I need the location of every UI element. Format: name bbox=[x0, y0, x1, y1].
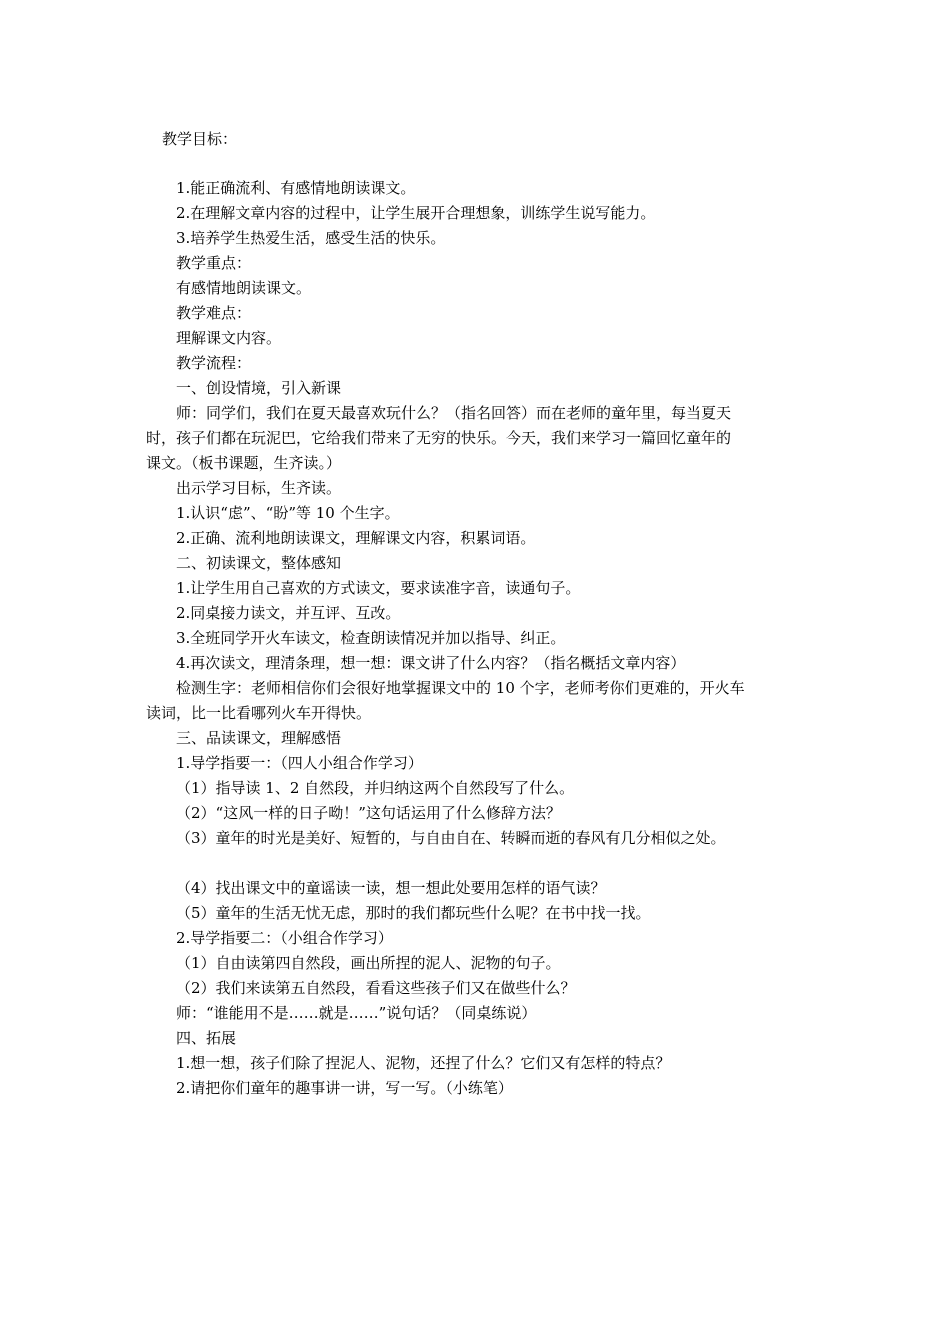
paragraph-line: 出示学习目标，生齐读。 bbox=[176, 479, 342, 497]
list-item: 2.请把你们童年的趣事讲一讲，写一写。（小练笔） bbox=[176, 1079, 513, 1097]
sub-item: （2）“这风一样的日子呦！”这句话运用了什么修辞方法？ bbox=[176, 804, 561, 822]
paragraph-line: 师：“谁能用不是……就是……”说句话？（同桌练说） bbox=[176, 1004, 537, 1022]
list-item: 1.认识“虑”、“盼”等 10 个生字。 bbox=[176, 504, 400, 522]
sub-item: （1）指导读 1、2 自然段，并归纳这两个自然段写了什么。 bbox=[176, 779, 575, 797]
list-item: 1.想一想，孩子们除了捏泥人、泥物，还捏了什么？它们又有怎样的特点？ bbox=[176, 1054, 671, 1072]
section-4-heading: 四、拓展 bbox=[176, 1029, 237, 1047]
list-item: 2.导学指要二：（小组合作学习） bbox=[176, 929, 393, 947]
sub-item: （5）童年的生活无忧无虑，那时的我们都玩些什么呢？在书中找一找。 bbox=[176, 904, 651, 922]
section-2-heading: 二、初读课文，整体感知 bbox=[176, 554, 342, 572]
section-3-heading: 三、品读课文，理解感悟 bbox=[176, 729, 342, 747]
key-points-text: 有感情地朗读课文。 bbox=[176, 279, 312, 297]
sub-item: （2）我们来读第五自然段，看看这些孩子们又在做些什么？ bbox=[176, 979, 576, 997]
heading-difficulties: 教学难点： bbox=[176, 304, 252, 322]
paragraph-line: 检测生字：老师相信你们会很好地掌握课文中的 10 个字，老师考你们更难的，开火车 bbox=[176, 679, 745, 697]
list-item: 3.全班同学开火车读文，检查朗读情况并加以指导、纠正。 bbox=[176, 629, 566, 647]
list-item: 1.导学指要一：（四人小组合作学习） bbox=[176, 754, 423, 772]
list-item: 4.再次读文，理清条理，想一想：课文讲了什么内容？（指名概括文章内容） bbox=[176, 654, 686, 672]
goal-1: 1.能正确流利、有感情地朗读课文。 bbox=[176, 179, 416, 197]
sub-item: （1）自由读第四自然段，画出所捏的泥人、泥物的句子。 bbox=[176, 954, 561, 972]
difficulties-text: 理解课文内容。 bbox=[176, 329, 282, 347]
goal-3: 3.培养学生热爱生活，感受生活的快乐。 bbox=[176, 229, 446, 247]
paragraph-line: 读词，比一比看哪列火车开得快。 bbox=[146, 704, 372, 722]
paragraph-line: 课文。（板书课题，生齐读。） bbox=[146, 454, 342, 472]
section-1-heading: 一、创设情境，引入新课 bbox=[176, 379, 342, 397]
list-item: 2.同桌接力读文，并互评、互改。 bbox=[176, 604, 401, 622]
heading-teaching-goals: 教学目标： bbox=[162, 130, 238, 148]
heading-key-points: 教学重点： bbox=[176, 254, 252, 272]
goal-2: 2.在理解文章内容的过程中，让学生展开合理想象，训练学生说写能力。 bbox=[176, 204, 656, 222]
list-item: 1.让学生用自己喜欢的方式读文，要求读准字音，读通句子。 bbox=[176, 579, 581, 597]
sub-item: （4）找出课文中的童谣读一读，想一想此处要用怎样的语气读？ bbox=[176, 879, 606, 897]
heading-process: 教学流程： bbox=[176, 354, 252, 372]
list-item: 2.正确、流利地朗读课文，理解课文内容，积累词语。 bbox=[176, 529, 536, 547]
sub-item: （3）童年的时光是美好、短暂的，与自由自在、转瞬而逝的春风有几分相似之处。 bbox=[176, 829, 726, 847]
paragraph-line: 时，孩子们都在玩泥巴，它给我们带来了无穷的快乐。今天，我们来学习一篇回忆童年的 bbox=[146, 429, 732, 447]
paragraph-line: 师：同学们，我们在夏天最喜欢玩什么？（指名回答）而在老师的童年里，每当夏天 bbox=[176, 404, 732, 422]
